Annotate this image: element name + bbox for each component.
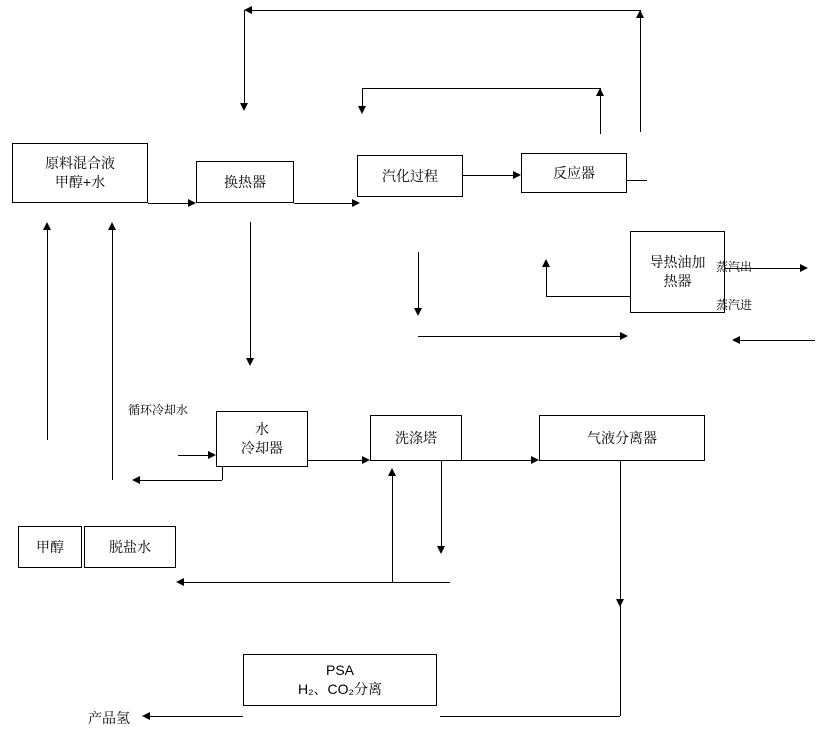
cooler-return-arrow bbox=[132, 476, 140, 484]
product-hydrogen-arrow bbox=[142, 712, 150, 720]
label-cooling-water: 循环冷却水 bbox=[128, 403, 189, 417]
node-scrubber[interactable] bbox=[370, 415, 462, 461]
second-recycle-down-arrow bbox=[358, 106, 366, 114]
node-psa[interactable] bbox=[243, 654, 437, 706]
scrubber-up-line bbox=[392, 472, 393, 582]
steam-in-line bbox=[740, 340, 815, 341]
flow-feed-to-exchanger-arrow bbox=[188, 199, 196, 207]
flow-exchanger-to-vaporizer-arrow bbox=[352, 199, 360, 207]
flow-reactor-out bbox=[627, 180, 647, 181]
flow-vaporizer-to-reactor bbox=[463, 175, 513, 176]
oil-heater-inlet-line bbox=[546, 296, 630, 297]
node-water-cooler[interactable] bbox=[216, 411, 308, 467]
label-product-hydrogen: 产品氢 bbox=[88, 710, 130, 726]
node-feed-line2: 甲醇+水 bbox=[54, 174, 106, 190]
node-separator-line1: 气液分离器 bbox=[587, 429, 657, 446]
top-recycle-line bbox=[252, 10, 640, 11]
recycle-left-arrow-2 bbox=[108, 222, 116, 230]
top-recycle-up-arrow bbox=[636, 10, 644, 18]
node-oil-heater[interactable] bbox=[630, 231, 725, 313]
cooler-return-down-line bbox=[222, 467, 223, 480]
scrubber-up-arrow bbox=[388, 468, 396, 476]
exchanger-down-line bbox=[250, 222, 251, 360]
label-steam-in: 蒸汽进 bbox=[716, 298, 753, 312]
node-water-cooler-line2: 冷却器 bbox=[241, 440, 283, 456]
steam-out-arrow bbox=[800, 264, 808, 272]
second-recycle-line bbox=[362, 88, 600, 89]
second-recycle-down-line bbox=[362, 88, 363, 108]
node-feed-line1: 原料混合液 bbox=[45, 155, 115, 172]
top-recycle-down-line bbox=[244, 10, 245, 105]
oil-heater-inlet-up-arrow bbox=[542, 259, 550, 267]
node-psa-line2: H₂、CO₂分离 bbox=[298, 681, 382, 697]
cooling-water-in-line bbox=[178, 455, 208, 456]
node-demineralized-water[interactable] bbox=[84, 526, 176, 568]
node-separator[interactable] bbox=[539, 415, 705, 461]
node-demineralized-water-line1: 脱盐水 bbox=[109, 538, 151, 555]
flow-cooler-to-scrubber bbox=[308, 460, 362, 461]
flow-scrubber-to-separator-arrow bbox=[531, 456, 539, 464]
second-recycle-up-arrow bbox=[596, 88, 604, 96]
node-vaporizer-line1: 汽化过程 bbox=[382, 167, 438, 184]
scrubber-down-line bbox=[441, 461, 442, 548]
node-scrubber-line1: 洗涤塔 bbox=[395, 429, 437, 446]
node-feed[interactable] bbox=[12, 143, 148, 203]
node-psa-line1: PSA bbox=[325, 662, 354, 679]
psa-bottom-line bbox=[440, 716, 620, 717]
node-oil-heater-line2: 热器 bbox=[663, 273, 692, 289]
node-vaporizer[interactable] bbox=[357, 155, 463, 197]
scrubber-down-arrow bbox=[437, 546, 445, 554]
flow-feed-to-exchanger bbox=[148, 203, 188, 204]
cooler-return-line bbox=[140, 480, 222, 481]
node-exchanger-line1: 换热器 bbox=[224, 173, 266, 190]
flow-cooler-to-scrubber-arrow bbox=[362, 456, 370, 464]
node-reactor[interactable] bbox=[521, 153, 627, 193]
product-hydrogen-line bbox=[150, 716, 243, 717]
psa-feed-down-line bbox=[620, 601, 621, 716]
bottom-return-arrow bbox=[176, 578, 184, 586]
bottom-return-line bbox=[184, 582, 450, 583]
vaporizer-down-line bbox=[418, 252, 419, 310]
node-water-cooler-line1: 水 bbox=[255, 421, 269, 438]
flow-vaporizer-to-reactor-arrow bbox=[513, 171, 521, 179]
recycle-left-line-2 bbox=[112, 225, 113, 480]
recycle-left-line-1 bbox=[47, 225, 48, 440]
top-recycle-down-arrow bbox=[240, 103, 248, 111]
mid-horizontal-line bbox=[418, 336, 620, 337]
exchanger-down-arrow bbox=[246, 358, 254, 366]
separator-down-line bbox=[620, 461, 621, 601]
node-methanol[interactable] bbox=[18, 526, 82, 568]
top-recycle-arrow-left bbox=[244, 6, 252, 14]
steam-in-arrow bbox=[732, 336, 740, 344]
oil-heater-inlet-up-line bbox=[546, 262, 547, 296]
flow-scrubber-to-separator bbox=[462, 460, 531, 461]
node-exchanger[interactable] bbox=[196, 161, 294, 203]
node-methanol-line1: 甲醇 bbox=[36, 538, 64, 555]
flow-exchanger-to-vaporizer bbox=[294, 203, 352, 204]
node-oil-heater-line1: 导热油加 bbox=[649, 254, 706, 271]
top-recycle-up-line bbox=[640, 10, 641, 132]
recycle-left-arrow-1 bbox=[43, 222, 51, 230]
node-reactor-line1: 反应器 bbox=[553, 164, 595, 181]
mid-horizontal-arrow bbox=[620, 332, 628, 340]
label-steam-out: 蒸汽出 bbox=[716, 260, 753, 274]
steam-out-line bbox=[725, 268, 800, 269]
cooling-water-in-arrow bbox=[208, 451, 216, 459]
vaporizer-down-arrow bbox=[414, 308, 422, 316]
